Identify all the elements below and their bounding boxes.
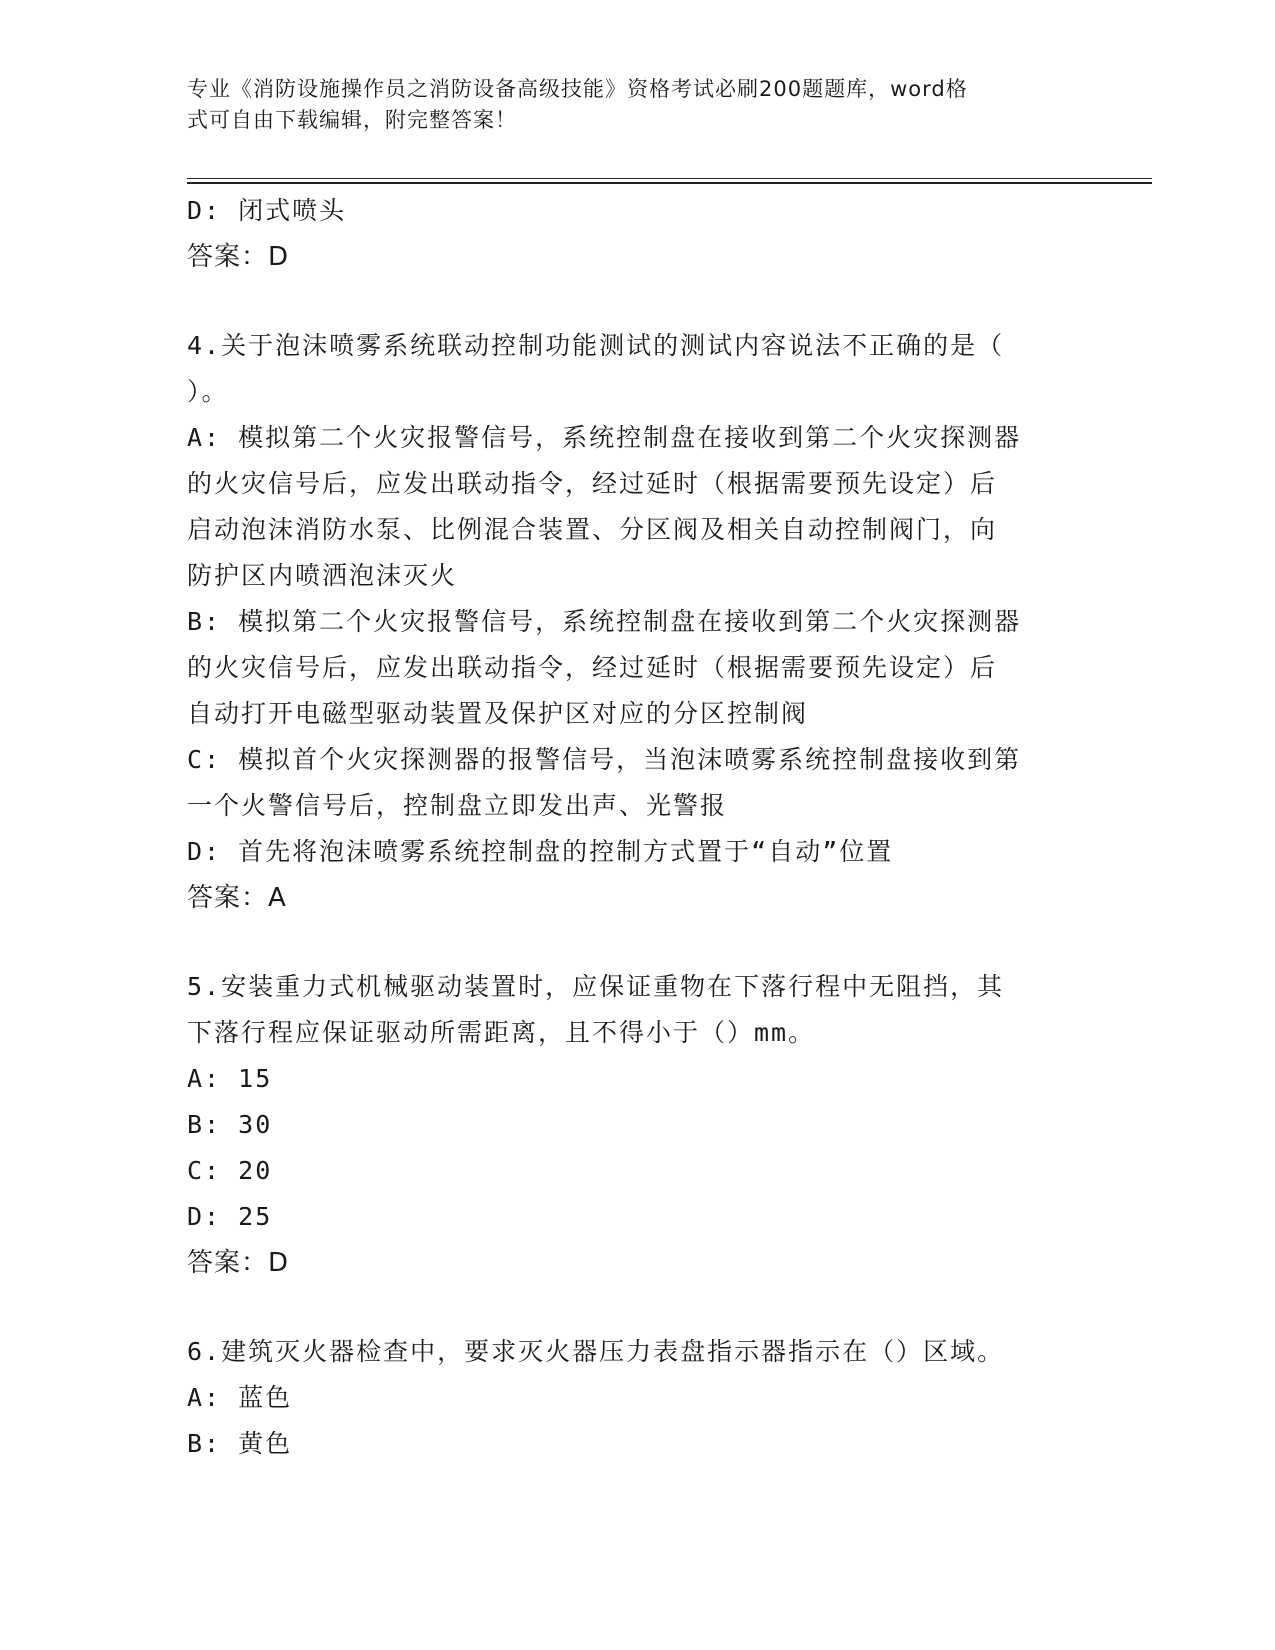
header-divider-thin (187, 178, 1152, 179)
option-d: D: 闭式喷头 (187, 196, 347, 225)
question-stem-cont: ）。 (187, 377, 229, 406)
option-b: B: 模拟第二个火灾报警信号，系统控制盘在接收到第二个火灾探测器 (187, 607, 1022, 636)
question-6 (187, 1329, 1087, 1467)
option-a-cont: 启动泡沫消防水泵、比例混合装置、分区阀及相关自动控制阀门，向 (187, 515, 998, 544)
option-c: C: 模拟首个火灾探测器的报警信号，当泡沫喷雾系统控制盘接收到第 (187, 745, 1022, 774)
option-a-cont: 防护区内喷洒泡沫灭火 (187, 561, 458, 590)
question-stem: 5.安装重力式机械驱动装置时，应保证重物在下落行程中无阻挡，其 (187, 972, 1005, 1001)
question-stem: 4.关于泡沫喷雾系统联动控制功能测试的测试内容说法不正确的是（ (187, 331, 1005, 360)
header-divider-thick (187, 182, 1152, 184)
spacer (187, 280, 1087, 323)
question-list (187, 188, 1087, 1467)
answer: 答案：A (187, 883, 287, 913)
option-a: A: 15 (187, 1064, 273, 1093)
page-header (187, 74, 1067, 136)
option-c-cont: 一个火警信号后，控制盘立即发出声、光警报 (187, 791, 728, 820)
question-4 (187, 323, 1087, 921)
option-a: A: 模拟第二个火灾报警信号，系统控制盘在接收到第二个火灾探测器 (187, 423, 1022, 452)
answer: 答案：D (187, 1248, 290, 1278)
question-3-tail (187, 188, 1087, 280)
spacer (187, 921, 1087, 964)
option-b: B: 30 (187, 1110, 273, 1139)
option-d: D: 25 (187, 1202, 273, 1231)
spacer (187, 1286, 1087, 1329)
option-a-cont: 的火灾信号后，应发出联动指令，经过延时（根据需要预先设定）后 (187, 469, 998, 498)
question-stem: 6.建筑灭火器检查中，要求灭火器压力表盘指示器指示在（）区域。 (187, 1337, 1005, 1366)
option-b-cont: 自动打开电磁型驱动装置及保护区对应的分区控制阀 (187, 699, 809, 728)
question-5 (187, 964, 1087, 1286)
header-line-2: 式可自由下载编辑，附完整答案！ (187, 108, 517, 132)
header-line-1: 专业《消防设施操作员之消防设备高级技能》资格考试必刷200题题库，word格 (187, 77, 968, 101)
option-a: A: 蓝色 (187, 1383, 293, 1412)
option-d: D: 首先将泡沫喷雾系统控制盘的控制方式置于“自动”位置 (187, 837, 894, 866)
option-b-cont: 的火灾信号后，应发出联动指令，经过延时（根据需要预先设定）后 (187, 653, 998, 682)
option-b: B: 黄色 (187, 1429, 293, 1458)
question-stem-cont: 下落行程应保证驱动所需距离，且不得小于（）mm。 (187, 1018, 816, 1047)
answer: 答案：D (187, 242, 290, 272)
option-c: C: 20 (187, 1156, 273, 1185)
